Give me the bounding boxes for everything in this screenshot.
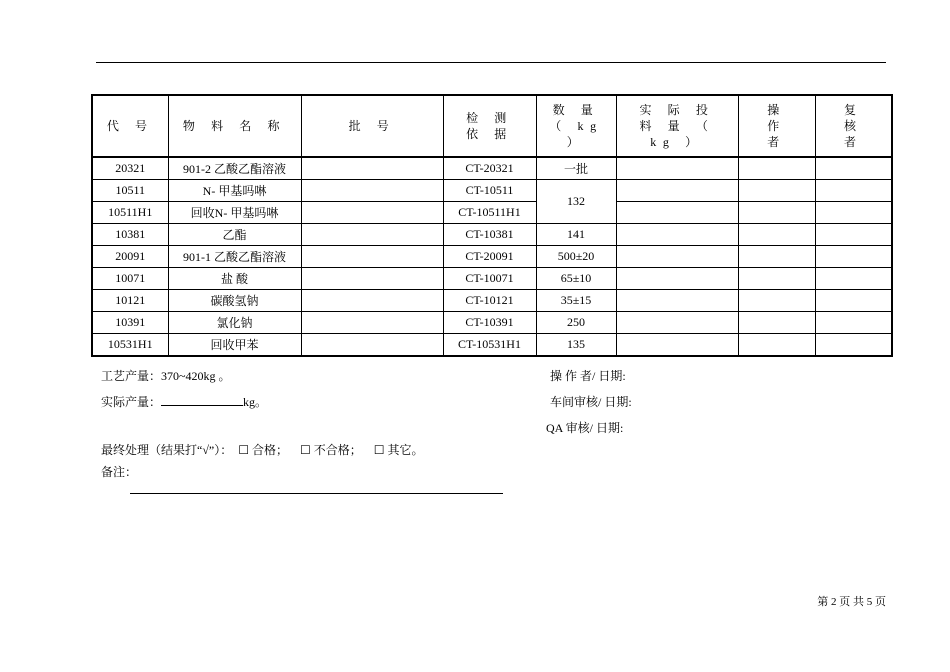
operator-date: 操 作 者/ 日期: [550, 369, 626, 383]
cell-test-basis: CT-10511H1 [443, 202, 536, 224]
process-yield: 工艺产量：370~420kg 。 [101, 369, 231, 383]
cell-batch[interactable] [301, 290, 443, 312]
cell-checker[interactable] [815, 246, 892, 268]
cell-actual-input[interactable] [616, 268, 738, 290]
table-row [92, 312, 892, 334]
cell-batch[interactable] [301, 246, 443, 268]
remarks-line[interactable] [130, 493, 503, 494]
cell-material-name: 901-2 乙酸乙酯溶液 [168, 157, 301, 180]
cell-test-basis: CT-10391 [443, 312, 536, 334]
cell-operator[interactable] [738, 334, 815, 357]
header-code: 代 号 [92, 95, 168, 157]
cell-batch[interactable] [301, 157, 443, 180]
cell-test-basis: CT-10071 [443, 268, 536, 290]
cell-material-name: 乙酯 [168, 224, 301, 246]
cell-code: 10511H1 [92, 202, 168, 224]
cell-material-name: 碳酸氢钠 [168, 290, 301, 312]
cell-material-name: 盐 酸 [168, 268, 301, 290]
cell-batch[interactable] [301, 334, 443, 357]
cell-actual-input[interactable] [616, 246, 738, 268]
cell-operator[interactable] [738, 180, 815, 202]
cell-batch[interactable] [301, 224, 443, 246]
cell-quantity: 一批 [536, 157, 616, 180]
cell-test-basis: CT-10511 [443, 180, 536, 202]
header-test-basis: 检 测 依 据 [443, 95, 536, 157]
cell-code: 10511 [92, 180, 168, 202]
cell-operator[interactable] [738, 290, 815, 312]
cell-quantity: 141 [536, 224, 616, 246]
cell-actual-input[interactable] [616, 224, 738, 246]
cell-material-name: 901-1 乙酸乙酯溶液 [168, 246, 301, 268]
cell-material-name: 氯化钠 [168, 312, 301, 334]
cell-test-basis: CT-10121 [443, 290, 536, 312]
material-table [91, 94, 893, 357]
table-row [92, 290, 892, 312]
cell-quantity: 250 [536, 312, 616, 334]
cell-material-name: 回收甲苯 [168, 334, 301, 357]
cell-operator[interactable] [738, 246, 815, 268]
table-row [92, 202, 892, 224]
cell-checker[interactable] [815, 290, 892, 312]
cell-quantity: 65±10 [536, 268, 616, 290]
cell-quantity: 500±20 [536, 246, 616, 268]
header-quantity: 数 量 （ kg ） [536, 95, 616, 157]
table-row [92, 334, 892, 357]
cell-checker[interactable] [815, 268, 892, 290]
cell-test-basis: CT-20321 [443, 157, 536, 180]
cell-quantity: 35±15 [536, 290, 616, 312]
header-rule [96, 62, 886, 63]
cell-test-basis: CT-10531H1 [443, 334, 536, 357]
cell-quantity: 135 [536, 334, 616, 357]
header-batch: 批 号 [301, 95, 443, 157]
table-row [92, 157, 892, 180]
cell-checker[interactable] [815, 312, 892, 334]
cell-operator[interactable] [738, 224, 815, 246]
option-other[interactable]: ☐ 其它。 [373, 443, 424, 457]
cell-actual-input[interactable] [616, 290, 738, 312]
cell-checker[interactable] [815, 180, 892, 202]
cell-code: 10381 [92, 224, 168, 246]
cell-code: 10121 [92, 290, 168, 312]
final-handling-label: 最终处理（结果打“√”）： [101, 443, 233, 457]
cell-operator[interactable] [738, 157, 815, 180]
final-handling [101, 441, 424, 458]
cell-test-basis: CT-20091 [443, 246, 536, 268]
cell-code: 10391 [92, 312, 168, 334]
cell-actual-input[interactable] [616, 334, 738, 357]
cell-quantity: 132 [536, 180, 616, 224]
actual-yield [101, 393, 267, 410]
cell-checker[interactable] [815, 157, 892, 180]
workshop-review: 车间审核/ 日期: [550, 395, 632, 409]
table-row [92, 224, 892, 246]
cell-material-name: N- 甲基吗啉 [168, 180, 301, 202]
table-row [92, 268, 892, 290]
cell-code: 20091 [92, 246, 168, 268]
header-material-name: 物 料 名 称 [168, 95, 301, 157]
header-operator: 操 作 者 [738, 95, 815, 157]
cell-checker[interactable] [815, 334, 892, 357]
cell-operator[interactable] [738, 268, 815, 290]
cell-checker[interactable] [815, 224, 892, 246]
option-pass[interactable]: ☐ 合格； [238, 443, 289, 457]
header-checker: 复 核 者 [815, 95, 892, 157]
cell-checker[interactable] [815, 202, 892, 224]
cell-actual-input[interactable] [616, 180, 738, 202]
cell-code: 20321 [92, 157, 168, 180]
header-actual-input: 实 际 投 料 量 （ kg ） [616, 95, 738, 157]
cell-batch[interactable] [301, 180, 443, 202]
cell-actual-input[interactable] [616, 202, 738, 224]
cell-batch[interactable] [301, 268, 443, 290]
cell-material-name: 回收N- 甲基吗啉 [168, 202, 301, 224]
cell-code: 10071 [92, 268, 168, 290]
cell-operator[interactable] [738, 202, 815, 224]
cell-actual-input[interactable] [616, 157, 738, 180]
qa-review: QA 审核/ 日期: [546, 421, 624, 435]
table-row [92, 180, 892, 202]
actual-yield-field[interactable] [161, 394, 243, 406]
actual-yield-label: 实际产量： [101, 395, 162, 409]
cell-actual-input[interactable] [616, 312, 738, 334]
page-number: 第 2 页 共 5 页 [817, 596, 886, 608]
cell-batch[interactable] [301, 312, 443, 334]
table-row [92, 246, 892, 268]
actual-yield-unit: kg。 [243, 395, 268, 409]
cell-operator[interactable] [738, 312, 815, 334]
cell-code: 10531H1 [92, 334, 168, 357]
cell-test-basis: CT-10381 [443, 224, 536, 246]
option-fail[interactable]: ☐ 不合格； [300, 443, 362, 457]
cell-batch[interactable] [301, 202, 443, 224]
table-header-row [92, 95, 892, 157]
remarks-label: 备注： [101, 465, 138, 479]
